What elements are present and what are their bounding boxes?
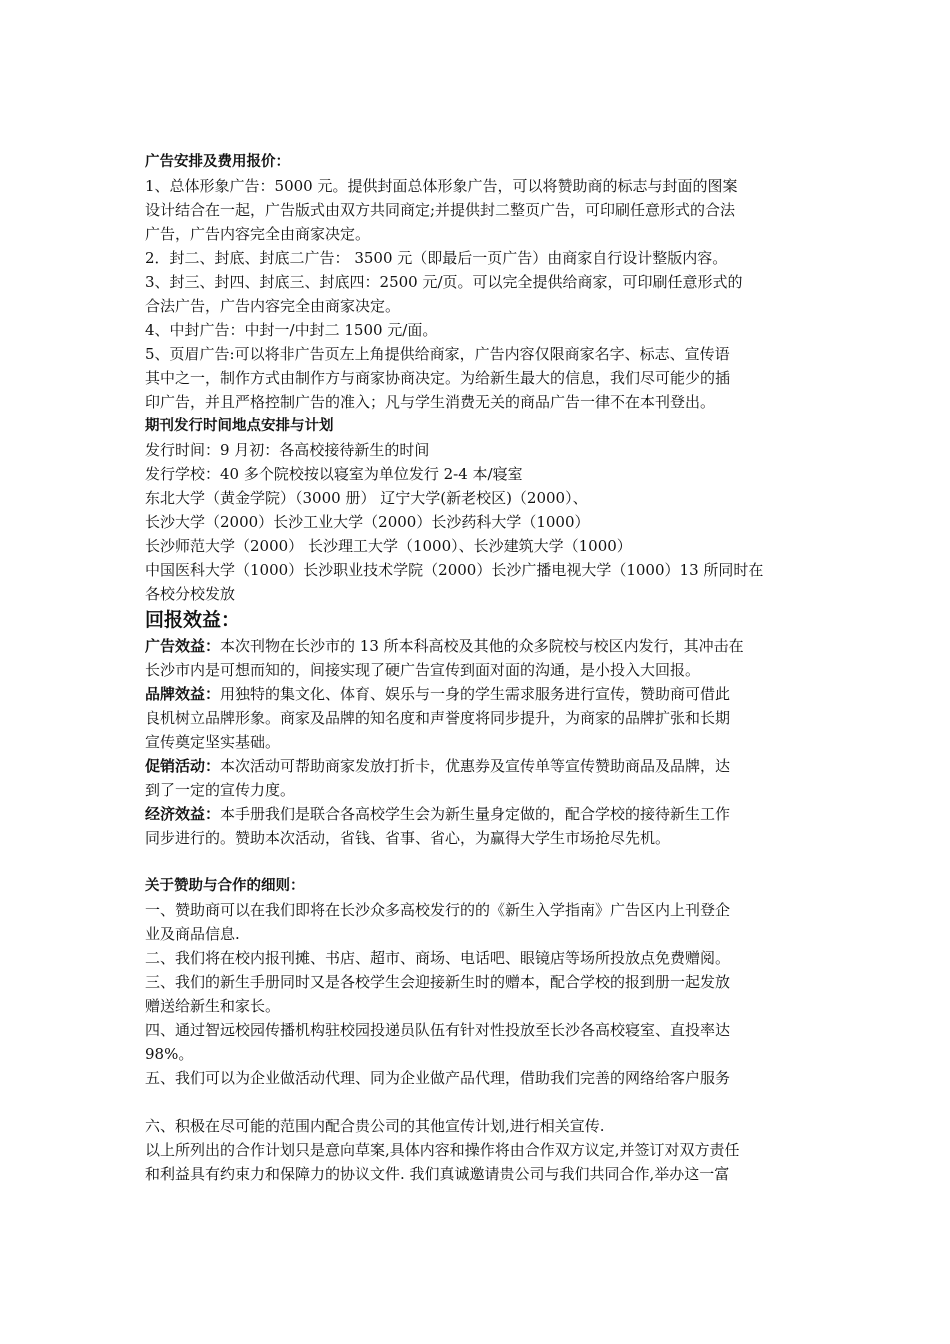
terms-heading: 关于赞助与合作的细则：	[145, 878, 305, 894]
pricing-line: 设计结合在一起，广告版式由双方共同商定;并提供封二整页广告，可印刷任意形式的合法	[145, 201, 736, 219]
benefits-heading: 回报效益：	[145, 609, 241, 631]
terms-line: 98%。	[145, 1045, 194, 1063]
benefit-text: 本次刊物在长沙市的 13 所本科高校及其他的众多院校与校区内发行，其冲击在	[220, 637, 744, 655]
document-page	[145, 150, 813, 1186]
terms-line: 四、通过智远校园传播机构驻校园投递员队伍有针对性投放至长沙各高校寝室、直投率达	[145, 1021, 731, 1039]
terms-line: 二、我们将在校内报刊摊、书店、超市、商场、电话吧、眼镜店等场所投放点免费赠阅。	[145, 949, 731, 967]
terms-line: 以上所列出的合作计划只是意向草案,具体内容和操作将由合作双方议定,并签订对双方责任	[145, 1141, 740, 1159]
benefit-text-line: 宣传奠定坚实基础。	[145, 733, 281, 751]
distribution-line: 发行时间：9 月初：各高校接待新生的时间	[145, 441, 430, 459]
pricing-line: 其中之一，制作方式由制作方与商家协商决定。为给新生最大的信息，我们尽可能少的插	[145, 369, 731, 387]
terms-body	[145, 898, 813, 1090]
distribution-line: 长沙师范大学（2000） 长沙理工大学（1000）、长沙建筑大学（1000）	[145, 537, 632, 555]
spacer	[145, 1090, 813, 1114]
benefit-advertising-line	[145, 634, 813, 658]
distribution-line: 发行学校：40 多个院校按以寝室为单位发行 2-4 本/寝室	[145, 465, 523, 483]
benefit-text: 本手册我们是联合各高校学生会为新生量身定做的，配合学校的接待新生工作	[220, 805, 731, 823]
benefit-brand-line	[145, 682, 813, 706]
pricing-line: 合法广告，广告内容完全由商家决定。	[145, 297, 401, 315]
terms-line: 五、我们可以为企业做活动代理、同为企业做产品代理，借助我们完善的网络给客户服务	[145, 1069, 731, 1087]
spacer	[145, 850, 813, 874]
terms-line: 赠送给新生和家长。	[145, 997, 281, 1015]
benefit-lead: 品牌效益：	[145, 685, 221, 703]
benefit-text-line: 长沙市内是可想而知的，间接实现了硬广告宣传到面对面的沟通，是小投入大回报。	[145, 661, 701, 679]
benefit-promotion-line	[145, 754, 813, 778]
pricing-line: 印广告，并且严格控制广告的准入；凡与学生消费无关的商品广告一律不在本刊登出。	[145, 393, 716, 411]
benefit-text-line: 同步进行的。赞助本次活动，省钱、省事、省心，为赢得大学生市场抢尽先机。	[145, 829, 671, 847]
benefit-text: 用独特的集文化、体育、娱乐与一身的学生需求服务进行宣传，赞助商可借此	[220, 685, 731, 703]
distribution-line: 长沙大学（2000）长沙工业大学（2000）长沙药科大学（1000）	[145, 513, 590, 531]
terms-line: 六、积极在尽可能的范围内配合贵公司的其他宣传计划,进行相关宣传.	[145, 1117, 605, 1135]
terms-line: 和利益具有约束力和保障力的协议文件. 我们真诚邀请贵公司与我们共同合作,举办这一富	[145, 1165, 730, 1183]
pricing-heading: 广告安排及费用报价：	[145, 154, 290, 170]
terms-line: 业及商品信息.	[145, 925, 240, 943]
pricing-line: 2．封二、封底、封底二广告： 3500 元（即最后一页广告）由商家自行设计整版内容。	[145, 249, 728, 267]
pricing-line: 3、封三、封四、封底三、封底四：2500 元/页。可以完全提供给商家，可印刷任意形式的	[145, 273, 743, 291]
terms-line: 三、我们的新生手册同时又是各校学生会迎接新生时的赠本，配合学校的报到册一起发放	[145, 973, 731, 991]
benefit-lead: 经济效益：	[145, 805, 221, 823]
benefit-lead: 广告效益：	[145, 637, 221, 655]
benefit-economic-line	[145, 802, 813, 826]
benefits-body	[145, 634, 813, 850]
pricing-line: 4、中封广告：中封一/中封二 1500 元/面。	[145, 321, 438, 339]
distribution-line: 各校分校发放	[145, 585, 236, 603]
benefit-text: 本次活动可帮助商家发放打折卡，优惠券及宣传单等宣传赞助商品及品牌，达	[220, 757, 731, 775]
distribution-body	[145, 438, 813, 606]
terms-line: 一、赞助商可以在我们即将在长沙众多高校发行的的《新生入学指南》广告区内上刊登企	[145, 901, 731, 919]
distribution-line: 中国医科大学（1000）长沙职业技术学院（2000）长沙广播电视大学（1000）13 所同时在	[145, 561, 764, 579]
pricing-line: 1、总体形象广告：5000 元。提供封面总体形象广告，可以将赞助商的标志与封面的图案	[145, 177, 738, 195]
distribution-heading: 期刊发行时间地点安排与计划	[145, 418, 334, 434]
pricing-body	[145, 174, 813, 414]
pricing-line: 广告，广告内容完全由商家决定。	[145, 225, 371, 243]
terms-closing	[145, 1114, 813, 1186]
benefit-text-line: 到了一定的宣传力度。	[145, 781, 296, 799]
benefit-lead: 促销活动：	[145, 757, 221, 775]
benefit-text-line: 良机树立品牌形象。商家及品牌的知名度和声誉度将同步提升，为商家的品牌扩张和长期	[145, 709, 731, 727]
distribution-line: 东北大学（黄金学院）（3000 册） 辽宁大学(新老校区)（2000）、	[145, 489, 588, 507]
pricing-line: 5、页眉广告:可以将非广告页左上角提供给商家，广告内容仅限商家名字、标志、宣传语	[145, 345, 730, 363]
